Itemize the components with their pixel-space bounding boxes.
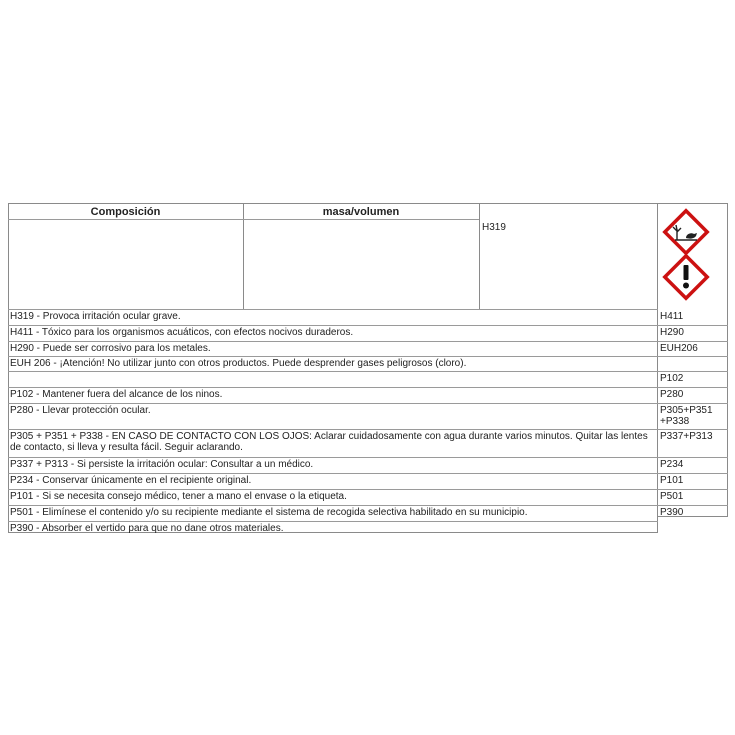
row-divider bbox=[8, 521, 658, 522]
row-divider bbox=[8, 371, 658, 372]
code-row-divider bbox=[657, 356, 728, 357]
code-row-divider bbox=[657, 403, 728, 404]
statement-row: P102 - Mantener fuera del alcance de los ninos. bbox=[10, 389, 223, 400]
code-row-divider bbox=[657, 429, 728, 430]
statement-row: P501 - Elimínese el contenido y/o su recipiente mediante el sistema de recogida selectiva habilitado en su municipio. bbox=[10, 507, 528, 518]
row-divider bbox=[8, 356, 658, 357]
row-divider bbox=[8, 325, 658, 326]
statement-row: P390 - Absorber el vertido para que no dane otros materiales. bbox=[10, 523, 284, 534]
code-cell: P101 bbox=[660, 475, 684, 486]
code-cell: P280 bbox=[660, 389, 684, 400]
row-divider bbox=[8, 505, 658, 506]
statement-row: H290 - Puede ser corrosivo para los metales. bbox=[10, 343, 211, 354]
code-row-divider bbox=[657, 457, 728, 458]
exclamation-mark-icon bbox=[661, 252, 711, 302]
row-divider bbox=[8, 473, 658, 474]
code-cell: P501 bbox=[660, 491, 684, 502]
code-cell: P102 bbox=[660, 373, 684, 384]
code-cell: P234 bbox=[660, 459, 684, 470]
hazard-code-cell: H319 bbox=[482, 222, 506, 233]
statement-row: P337 + P313 - Si persiste la irritación ocular: Consultar a un médico. bbox=[10, 459, 314, 470]
row-divider bbox=[8, 341, 658, 342]
header-composition: Composición bbox=[90, 206, 161, 218]
code-cell: P337+P313 bbox=[660, 431, 713, 442]
statement-row: EUH 206 - ¡Atención! No utilizar junto con otros productos. Puede desprender gases peligrosos (cloro). bbox=[10, 358, 467, 369]
statement-row: H319 - Provoca irritación ocular grave. bbox=[10, 311, 181, 322]
code-cell: EUH206 bbox=[660, 343, 698, 354]
row-divider bbox=[8, 429, 658, 430]
environment-hazard-icon bbox=[661, 207, 711, 257]
row-divider bbox=[8, 309, 658, 310]
row-divider bbox=[8, 387, 658, 388]
row-divider bbox=[8, 489, 658, 490]
code-row-divider bbox=[657, 489, 728, 490]
header-mass-volume: masa/volumen bbox=[322, 206, 400, 218]
code-cell: H411 bbox=[660, 311, 684, 322]
statement-row: P305 + P351 + P338 - EN CASO DE CONTACTO CON LOS OJOS: Aclarar cuidadosamente con agua durante varios minutos. Quitar las lentes de contacto, si lleva y resulta fácil. Seguir aclarando. bbox=[10, 431, 648, 453]
code-cell: P390 bbox=[660, 507, 684, 518]
statement-row: H411 - Tóxico para los organismos acuáticos, con efectos nocivos duraderos. bbox=[10, 327, 354, 338]
code-row-divider bbox=[657, 473, 728, 474]
code-row-divider bbox=[657, 505, 728, 506]
statement-row: P101 - Si se necesita consejo médico, tener a mano el envase o la etiqueta. bbox=[10, 491, 347, 502]
code-row-divider bbox=[657, 325, 728, 326]
statement-row: P280 - Llevar protección ocular. bbox=[10, 405, 151, 416]
code-row-divider bbox=[657, 341, 728, 342]
code-row-divider bbox=[657, 387, 728, 388]
row-divider bbox=[8, 403, 658, 404]
code-cell: P305+P351 +P338 bbox=[660, 405, 713, 427]
header-divider bbox=[8, 219, 479, 220]
row-divider bbox=[8, 457, 658, 458]
code-row-divider bbox=[657, 371, 728, 372]
column-divider bbox=[479, 203, 480, 309]
code-cell: H290 bbox=[660, 327, 684, 338]
statement-row: P234 - Conservar únicamente en el recipiente original. bbox=[10, 475, 252, 486]
